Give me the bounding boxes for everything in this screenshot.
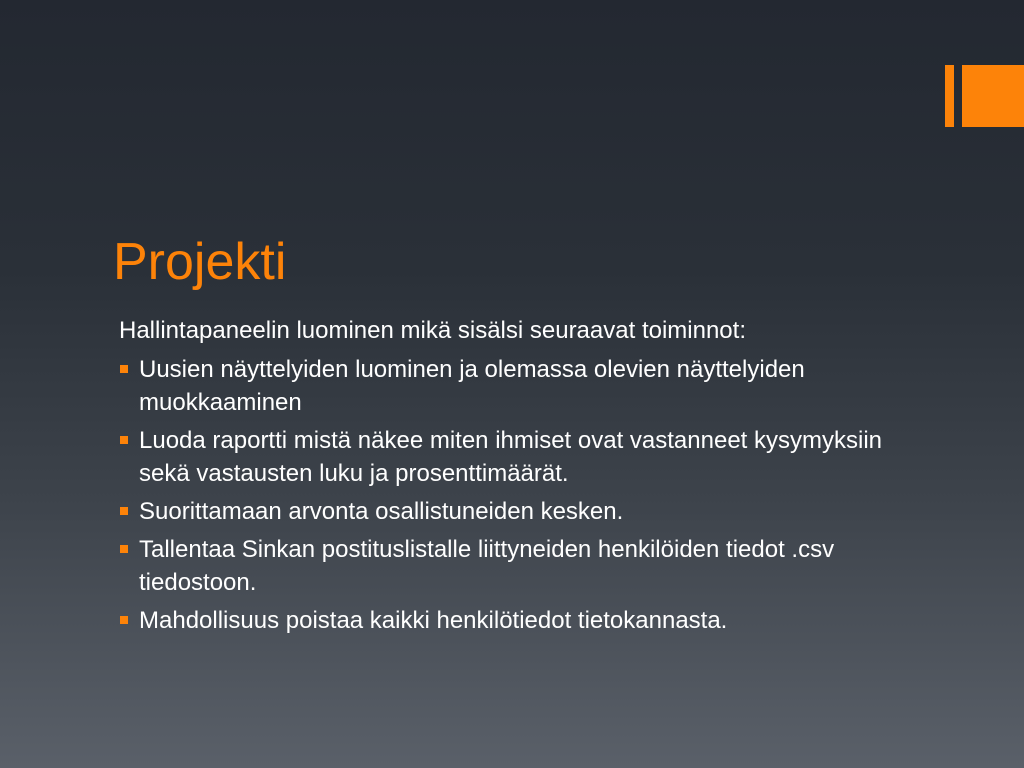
bullet-text: Mahdollisuus poistaa kaikki henkilötiedot tietokannasta. (139, 607, 728, 634)
bullet-square-icon (120, 436, 128, 444)
accent-bar-decoration (945, 65, 954, 127)
bullet-list (119, 353, 919, 637)
bullet-square-icon (120, 507, 128, 515)
slide-body (119, 314, 919, 642)
bullet-text: Uusien näyttelyiden luominen ja olemassa olevien näyttelyiden muokkaaminen (139, 356, 805, 416)
intro-text: Hallintapaneelin luominen mikä sisälsi seuraavat toiminnot: (119, 317, 746, 344)
bullet-item (119, 533, 919, 599)
bullet-text: Suorittamaan arvonta osallistuneiden kesken. (139, 498, 624, 525)
bullet-square-icon (120, 365, 128, 373)
bullet-text: Tallentaa Sinkan postituslistalle liittyneiden henkilöiden tiedot .csv tiedostoon. (139, 536, 835, 596)
bullet-text: Luoda raportti mistä näkee miten ihmiset ovat vastanneet kysymyksiin sekä vastausten luku ja prosenttimäärät. (139, 427, 883, 487)
slide-title: Projekti (113, 233, 287, 291)
accent-square-decoration (962, 65, 1024, 127)
bullet-item (119, 604, 919, 637)
bullet-item (119, 353, 919, 419)
bullet-square-icon (120, 545, 128, 553)
bullet-item (119, 424, 919, 490)
bullet-square-icon (120, 616, 128, 624)
bullet-item (119, 495, 919, 528)
